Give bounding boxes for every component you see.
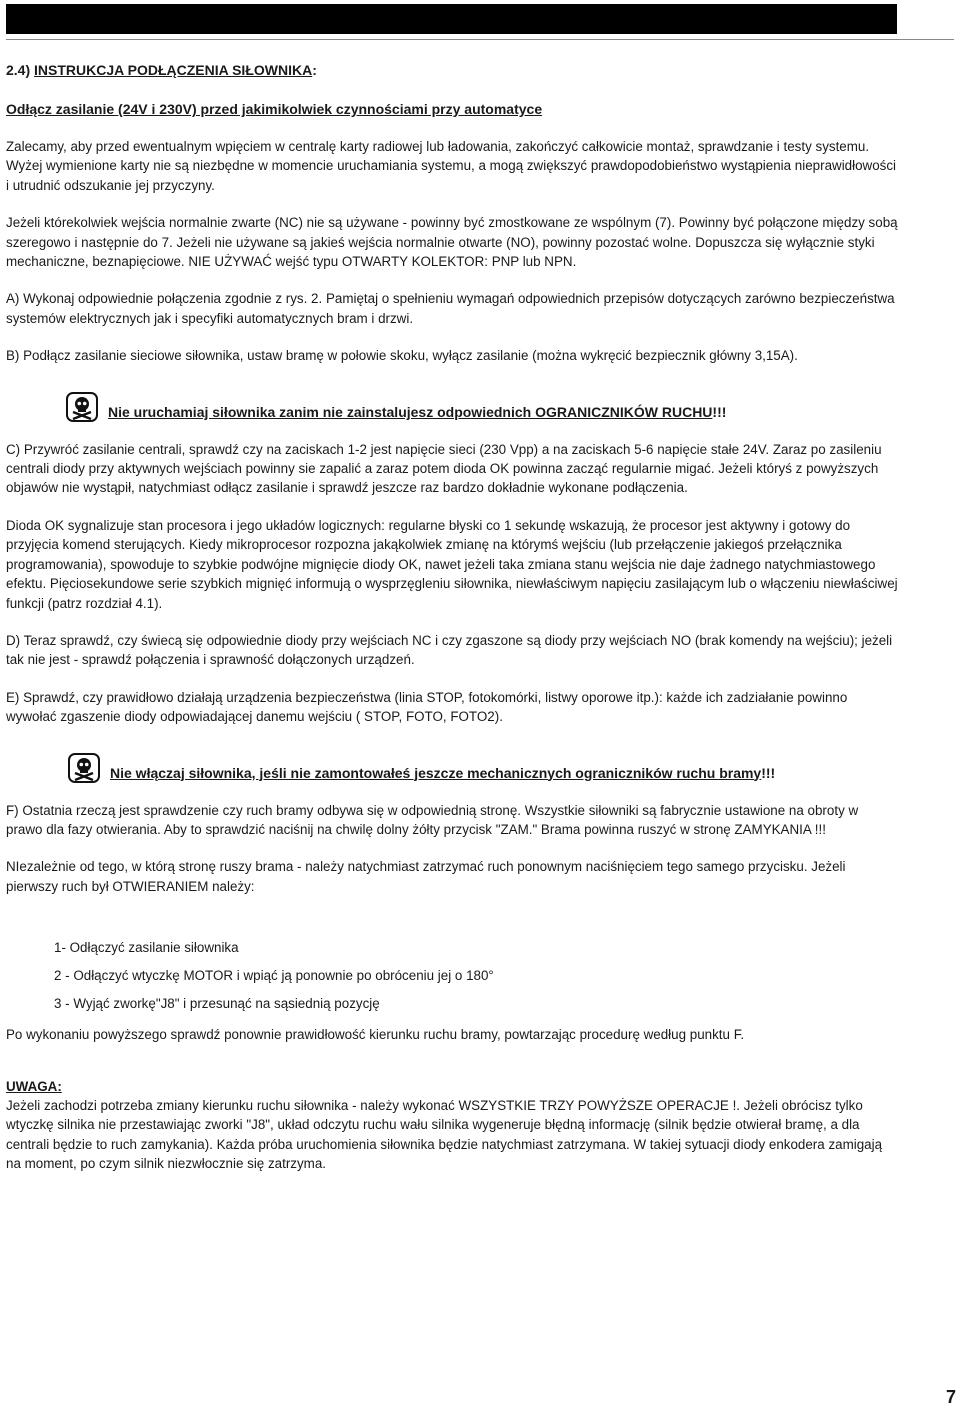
list-item: 2 - Odłączyć wtyczkę MOTOR i wpiąć ją ponownie po obróceniu jej o 180° xyxy=(54,968,494,984)
header-rule xyxy=(6,39,954,40)
uwaga-heading: UWAGA: xyxy=(6,1078,62,1094)
paragraph-c: C) Przywróć zasilanie centrali, sprawdź czy na zaciskach 1-2 jest napięcie sieci (230 Vpp) a na zaciskach 5-6 napięcie stałe 24V. Zaraz po zasileniu centrali diody przy aktywnych wejściach powinny sie zapalić a zaraz potem dioda OK powinna zacząć regularnie migać. Jeżeli któryś z powyższych objawów nie wystąpił, natychmiast odłącz zasilanie i sprawdź jeszcze raz bardzo dokładnie wykonane podłączenia. xyxy=(6,441,882,496)
alert-mechanical-text: Nie włączaj siłownika, jeśli nie zamontowałeś jeszcze mechanicznych ograniczników ruchu bramy xyxy=(110,764,762,781)
page-content xyxy=(6,60,898,1174)
alert-limits xyxy=(66,392,898,422)
alert-limits-text: Nie uruchamiaj siłownika zanim nie zainstalujesz odpowiednich OGRANICZNIKÓW RUCHU xyxy=(108,403,713,420)
header-bar xyxy=(6,4,897,34)
section-title-colon: : xyxy=(312,62,317,78)
list-item: 1- Odłączyć zasilanie siłownika xyxy=(54,940,239,956)
power-warning: Odłącz zasilanie (24V i 230V) przed jakimikolwiek czynnościami przy automatyce xyxy=(6,101,543,117)
paragraph-e: E) Sprawdź, czy prawidłowo działają urządzenia bezpieczeństwa (linia STOP, fotokomórki, listwy oporowe itp.): każde ich zadziałanie powinno wywołać zgaszenie diody odpowiadającej danemu wejściu ( STOP, FOTO, FOTO2). xyxy=(6,689,848,725)
page-number: 7 xyxy=(946,1387,957,1407)
alert-mechanical-bang: !!! xyxy=(761,764,776,781)
uwaga-text: Jeżeli zachodzi potrzeba zmiany kierunku ruchu siłownika - należy wykonać WSZYSTKIE TRZY POWYŻSZE OPERACJE !. Jeżeli obrócisz tylko wtyczkę silnika nie przestawiając zworki "J8", układ odczytu ruchu wału silnika wygeneruje błędną informację (silnik będzie otwierał bramę, a dla centrali będzie to ruch zamykania). Każda próba uruchomienia siłownika będzie natychmiast zatrzymana. W takiej sytuacji diody enkodera zamigają na moment, po czym silnik niezwłocznie się zatrzyma. xyxy=(6,1097,883,1172)
paragraph-d: D) Teraz sprawdź, czy świecą się odpowiednie diody przy wejściach NC i czy zgaszone są diody przy wejściach NO (brak komendy na wejściu); jeżeli tak nie jest - sprawdź połączenia i sprawność dołączonych urządzeń. xyxy=(6,632,893,668)
paragraph-cards: Zalecamy, aby przed ewentualnym wpięciem w centralę karty radiowej lub ładowania, zakończyć całkowicie montaż, sprawdzanie i testy systemu. Wyżej wymienione karty nie są niezbędne w momencie uruchamiania systemu, a mogą zwiększyć prawdopodobieństwo wystąpienia nieprawidłowości i utrudnić odszukanie jej przyczyny. xyxy=(6,139,897,193)
paragraph-nc-inputs: Jeżeli którekolwiek wejścia normalnie zwarte (NC) nie są używane - powinny być zmostkowane ze wspólnym (7). Powinny być połączone między sobą szeregowo i następnie do 7. Jeżeli nie używane są jakieś wejścia normalnie otwarte (NO), powinny pozostać wolne. Dopuszcza się wyłącznie styki mechaniczne, beznapięciowe. NIE UŻYWAĆ wejść typu OTWARTY KOLEKTOR: PNP lub NPN. xyxy=(6,215,898,270)
paragraph-ok-led: Dioda OK sygnalizuje stan procesora i jego układów logicznych: regularne błyski co 1 sekundę wskazują, że procesor jest aktywny i gotowy do przyjęcia komend sterujących. Kiedy mikroprocesor rozpozna jakąkolwiek zmianę na którymś wejściu (lub przełączenie jakiegoś przełącznika programowania), spowoduje to szybkie podwójne mignięcie diody OK, nawet jeżeli taka zmiana stanu wejścia nie daje żadnego natychmiastowego efektu. Pięciosekundowe serie szybkich mignięć informują o wysprzęgleniu siłownika, niewłaściwym napięciu zasilającym lub o włączeniu niewłaściwej funkcji (patrz rozdział 4.1). xyxy=(6,517,898,611)
paragraph-a: A) Wykonaj odpowiednie połączenia zgodnie z rys. 2. Pamiętaj o spełnieniu wymagań odpowiednich przepisów dotyczących zarówno bezpieczeństwa systemów elektrycznych jak i specyfiki automatycznych bram i drzwi. xyxy=(6,291,895,326)
paragraph-independent: NIezależnie od tego, w którą stronę ruszy brama - należy natychmiast zatrzymać ruch ponownym naciśnięciem tego samego przycisku. Jeżeli pierwszy ruch był OTWIERANIEM należy: xyxy=(6,859,846,894)
paragraph-after-steps: Po wykonaniu powyższego sprawdź ponownie prawidłowość kierunku ruchu bramy, powtarzając procedurę według punktu F. xyxy=(6,1027,745,1043)
skull-warning-icon xyxy=(66,392,98,422)
paragraph-b: B) Podłącz zasilanie sieciowe siłownika, ustaw bramę w połowie skoku, wyłącz zasilanie (można wykręcić bezpiecznik główny 3,15A). xyxy=(6,348,798,364)
skull-warning-icon xyxy=(68,753,100,783)
paragraph-f: F) Ostatnia rzeczą jest sprawdzenie czy ruch bramy odbywa się w odpowiednią stronę. Wszystkie siłowniki są fabrycznie ustawione na obroty w prawo dla fazy otwierania. Aby to sprawdzić naciśnij na chwilę dolny żółty przycisk "ZAM." Brama powinna ruszyć w stronę ZAMYKANIA !!! xyxy=(6,802,859,837)
alert-mechanical xyxy=(68,753,898,783)
list-item: 3 - Wyjąć zworkę"J8" i przesunąć na sąsiednią pozycję xyxy=(54,996,380,1012)
alert-limits-bang: !!! xyxy=(712,403,727,420)
steps-list xyxy=(54,938,898,1013)
section-title xyxy=(6,60,898,80)
section-title-text: INSTRUKCJA PODŁĄCZENIA SIŁOWNIKA xyxy=(34,62,313,78)
section-number: 2.4) xyxy=(6,62,31,78)
